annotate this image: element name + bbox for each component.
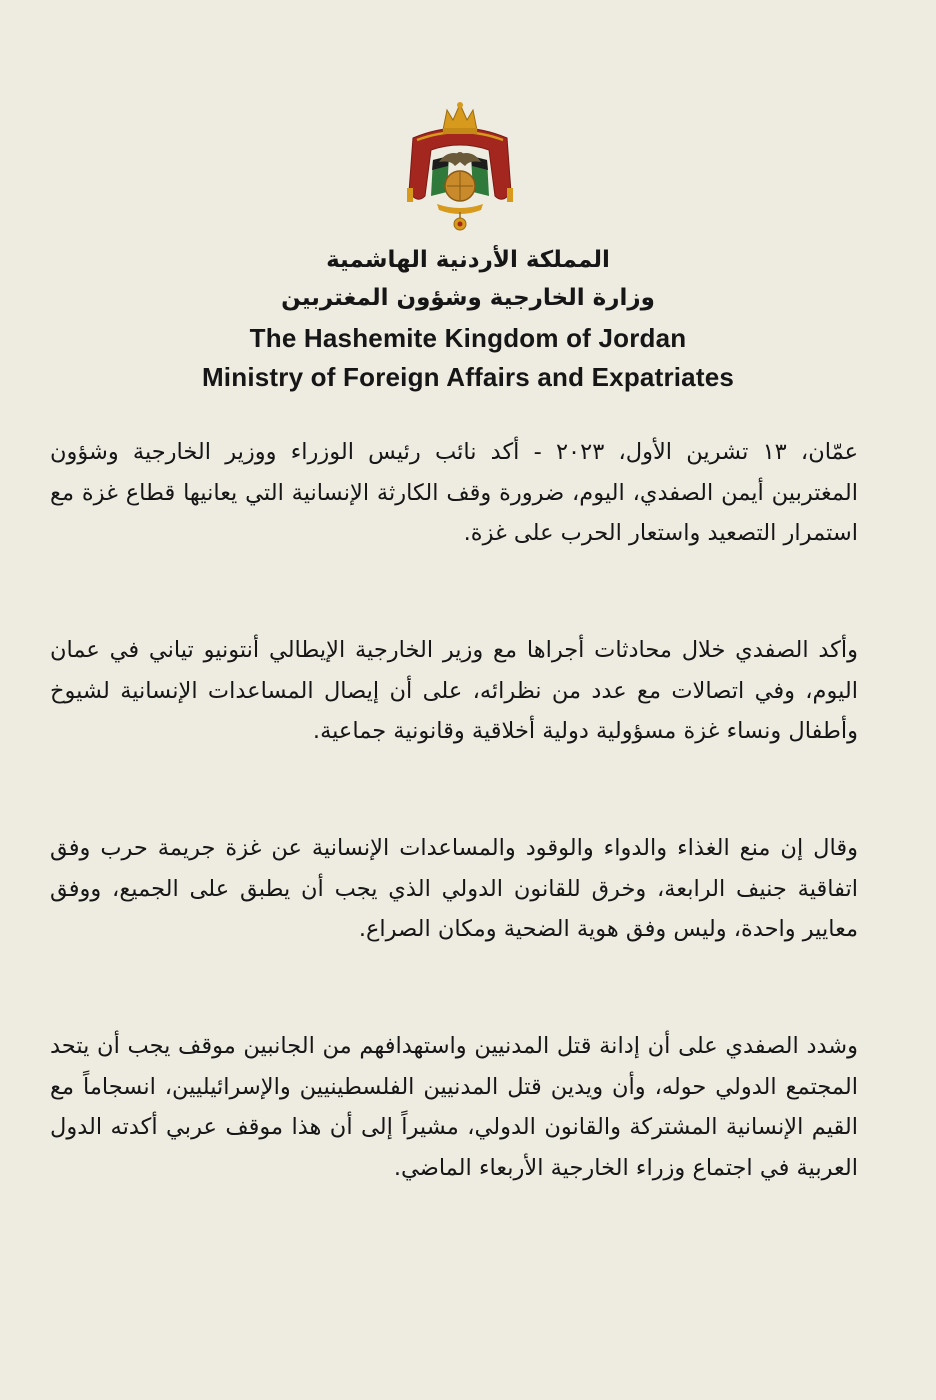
kingdom-title-arabic: المملكة الأردنية الهاشمية [326, 247, 610, 273]
paragraph-2: وأكد الصفدي خلال محادثات أجراها مع وزير الخارجية الإيطالي أنتونيو تياني في عمان اليوم، وفي اتصالات مع عدد من نظرائه، على أن إيصال المساعدات الإنسانية لشيوخ وأطفال ونساء غزة مسؤولية دولية أخلاقية وقانونية جماعية. [50, 637, 858, 744]
paragraph-4: وشدد الصفدي على أن إدانة قتل المدنيين واستهدافهم من الجانبين موقف يجب أن يتحد المجتمع الدولي حوله، وأن ويدين قتل المدنيين الفلسطينيين والإسرائيليين، انسجاماً مع القيم الإنسانية المشتركة والقانون الدولي، مشيراً إلى أن هذا موقف عربي أكدته الدول العربية في اجتماع وزراء الخارجية الأربعاء الماضي. [50, 1033, 858, 1181]
jordan-coat-of-arms-icon [403, 100, 517, 236]
paragraph-3: وقال إن منع الغذاء والدواء والوقود والمساعدات الإنسانية عن غزة جريمة حرب وفق اتفاقية جنيف الرابعة، وخرق للقانون الدولي الذي يجب أن يطبق على الجميع، ووفق معايير واحدة، وليس وفق هوية الضحية ومكان الصراع. [50, 835, 858, 942]
kingdom-title-english: The Hashemite Kingdom of Jordan [249, 323, 687, 353]
ministry-title-arabic: وزارة الخارجية وشؤون المغتربين [281, 285, 655, 311]
ministry-title-english: Ministry of Foreign Affairs and Expatriates [201, 362, 735, 392]
paragraph-1: عمّان، ١٣ تشرين الأول، ٢٠٢٣ - أكد نائب رئيس الوزراء ووزير الخارجية وشؤون المغتربين أيمن الصفدي، اليوم، ضرورة وقف الكارثة الإنسانية التي يعانيها قطاع غزة مع استمرار التصعيد واستعار الحرب على غزة. [50, 439, 859, 546]
